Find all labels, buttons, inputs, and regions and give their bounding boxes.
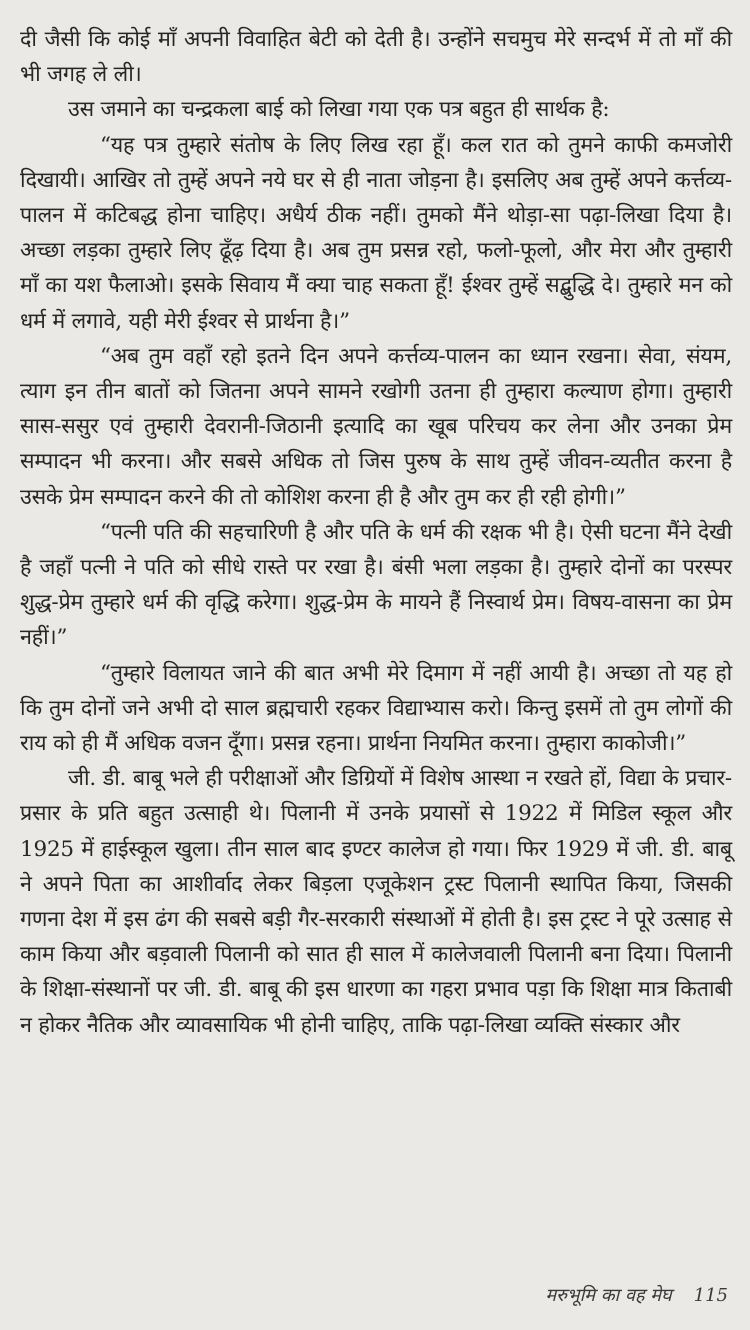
paragraph-continuation: दी जैसी कि कोई माँ अपनी विवाहित बेटी को देती है। उन्होंने सचमुच मेरे सन्दर्भ में तो माँ की भी जगह ले ली। [20, 27, 732, 88]
letter-quote-3: “पत्नी पति की सहचारिणी है और पति के धर्म की रक्षक भी है। ऐसी घटना मैंने देखी है जहाँ पत्नी ने पति को सीधे रास्ते पर रखा है। बंसी भला लड़का है। तुम्हारे दोनों का परस्पर शुद्ध-प्रेम तुम्हारे धर्म की वृद्धि करेगा। शुद्ध-प्रेम के मायने हैं निस्वार्थ प्रेम। विषय-वासना का प्रेम नहीं।” [20, 519, 732, 651]
page-footer [545, 1283, 728, 1307]
letter-quote-2: “अब तुम वहाँ रहो इतने दिन अपने कर्त्तव्य-पालन का ध्यान रखना। सेवा, संयम, त्याग इन तीन बातों को जितना अपने सामने रखोगी उतना ही तुम्हारा कल्याण होगा। तुम्हारी सास-ससुर एवं तुम्हारी देवरानी-जिठानी इत्यादि का खूब परिचय कर लेना और उनका प्रेम सम्पादन भी करना। और सबसे अधिक तो जिस पुरुष के साथ तुम्हें जीवन-व्यतीत करना है उसके प्रेम सम्पादन करने की तो कोशिश करना ही है और तुम कर ही रही होगी।” [20, 343, 732, 510]
page-number: 115 [693, 1285, 728, 1306]
body-text [20, 22, 732, 1043]
paragraph-intro-letter: उस जमाने का चन्द्रकला बाई को लिखा गया एक पत्र बहुत ही सार्थक है: [68, 97, 610, 123]
letter-quote-4: “तुम्हारे विलायत जाने की बात अभी मेरे दिमाग में नहीं आयी है। अच्छा तो यह हो कि तुम दोनों जने अभी दो साल ब्रह्मचारी रहकर विद्याभ्यास करो। किन्तु इसमें तो तुम लोगों की राय को ही मैं अधिक वजन दूँगा। प्रसन्न रहना। प्रार्थना नियमित करना। तुम्हारा काकोजी।” [20, 660, 732, 757]
paragraph-pilani: जी. डी. बाबू भले ही परीक्षाओं और डिग्रियों में विशेष आस्था न रखते हों, विद्या के प्रचार-प्रसार के प्रति बहुत उत्साही थे। पिलानी में उनके प्रयासों से 1922 में मिडिल स्कूल और 1925 में हाईस्कूल खुला। तीन साल बाद इण्टर कालेज हो गया। फिर 1929 में जी. डी. बाबू ने अपने पिता का आशीर्वाद लेकर बिड़ला एजूकेशन ट्रस्ट पिलानी स्थापित किया, जिसकी गणना देश में इस ढंग की सबसे बड़ी गैर-सरकारी संस्थाओं में होती है। इस ट्रस्ट ने पूरे उत्साह से काम किया और बड़वाली पिलानी को सात ही साल में कालेजवाली पिलानी बना दिया। पिलानी के शिक्षा-संस्थानों पर जी. डी. बाबू की इस धारणा का गहरा प्रभाव पड़ा कि शिक्षा मात्र किताबी न होकर नैतिक और व्यावसायिक भी होनी चाहिए, ताकि पढ़ा-लिखा व्यक्ति संस्कार और [20, 766, 732, 1038]
letter-quote-1: “यह पत्र तुम्हारे संतोष के लिए लिख रहा हूँ। कल रात को तुमने काफी कमजोरी दिखायी। आखिर तो तुम्हें अपने नये घर से ही नाता जोड़ना है। इसलिए अब तुम्हें अपने कर्त्तव्य-पालन में कटिबद्ध होना चाहिए। अधैर्य ठीक नहीं। तुमको मैंने थोड़ा-सा पढ़ा-लिखा दिया है। अच्छा लड़का तुम्हारे लिए ढूँढ़ दिया है। अब तुम प्रसन्न रहो, फलो-फूलो, और मेरा और तुम्हारी माँ का यश फैलाओ। इसके सिवाय मैं क्या चाह सकता हूँ! ईश्वर तुम्हें सद्बुद्धि दे। तुम्हारे मन को धर्म में लगावे, यही मेरी ईश्वर से प्रार्थना है।” [20, 132, 732, 334]
running-title: मरुभूमि का वह मेघ [545, 1285, 672, 1306]
